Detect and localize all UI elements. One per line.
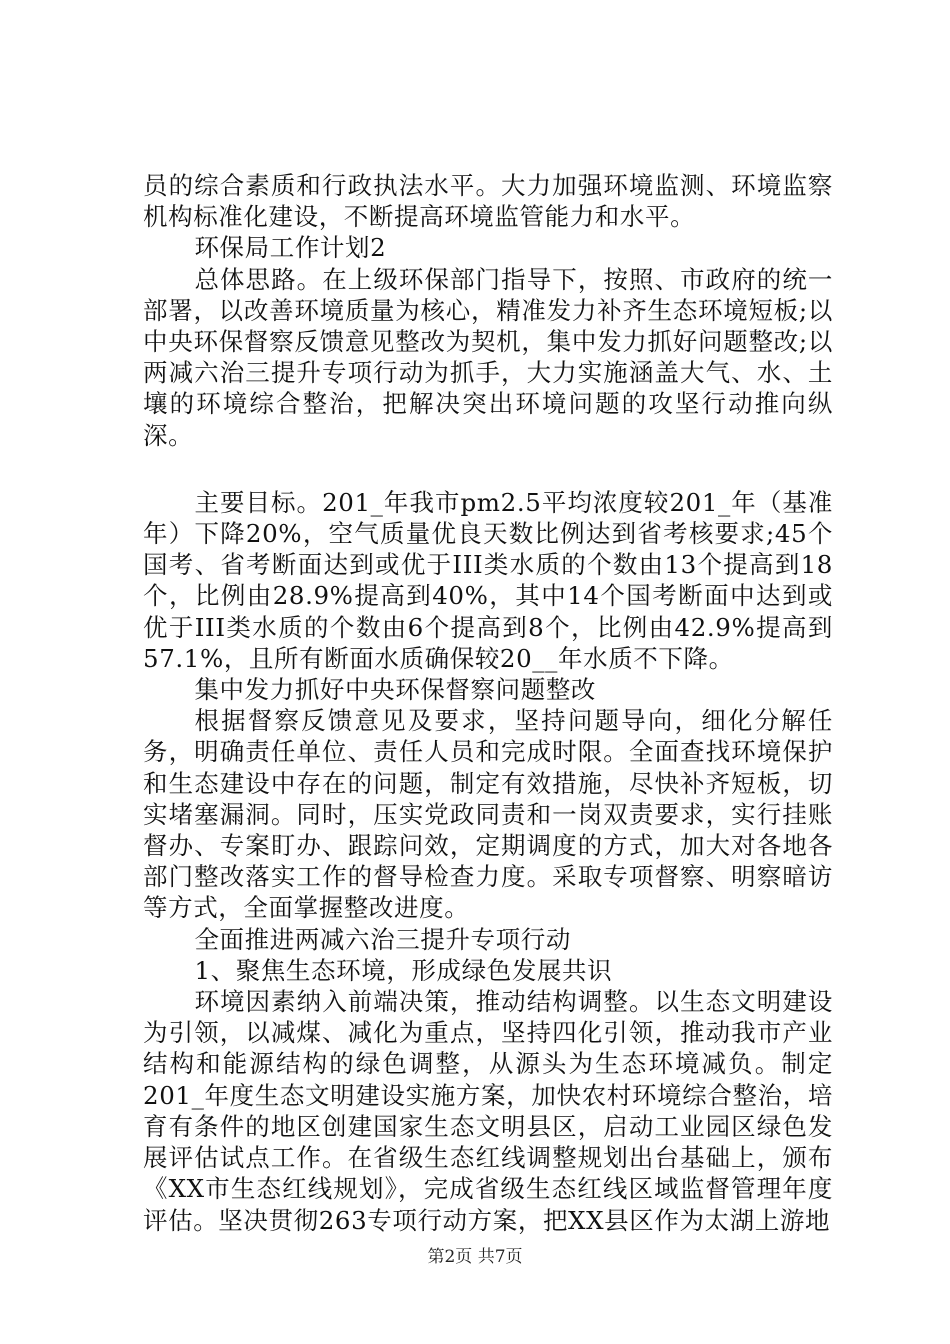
document-body bbox=[143, 170, 833, 1236]
paragraph-overall-approach: 总体思路。在上级环保部门指导下，按照、市政府的统一部署，以改善环境质量为核心，精准发力补齐生态环境短板;以中央环保督察反馈意见整改为契机，集中发力抓好问题整改;以两减六治三提升专项行动为抓手，大力实施涵盖大气、水、土壤的环境综合整治，把解决突出环境问题的攻坚行动推向纵深。 bbox=[143, 264, 833, 450]
paragraph-main-goals: 主要目标。201_年我市pm2.5平均浓度较201_年（基准年）下降20%，空气质量优良天数比例达到省考核要求;45个国考、省考断面达到或优于III类水质的个数由13个提高到18个，比例由28.9%提高到40%，其中14个国考断面中达到或优于III类水质的个数由6个提高到8个，比例由42.9%提高到57.1%，且所有断面水质确保较20__年水质不下降。 bbox=[143, 487, 833, 673]
paragraph-inspection-feedback: 根据督察反馈意见及要求，坚持问题导向，细化分解任务，明确责任单位、责任人员和完成时限。全面查找环境保护和生态建设中存在的问题，制定有效措施，尽快补齐短板，切实堵塞漏洞。同时，压实党政同责和一岗双责要求，实行挂账督办、专案盯办、跟踪问效，定期调度的方式，加大对各地各部门整改落实工作的督导检查力度。采取专项督察、明察暗访等方式，全面掌握整改进度。 bbox=[143, 706, 833, 923]
paragraph-environmental-factors: 环境因素纳入前端决策，推动结构调整。以生态文明建设为引领，以减煤、减化为重点，坚持四化引领，推动我市产业结构和能源结构的绿色调整，从源头为生态环境减负。制定201_年度生态文明建设实施方案，加快农村环境综合整治，培育有条件的地区创建国家生态文明县区，启动工业园区绿色发展评估试点工作。在省级生态红线调整规划出台基础上，颁布《XX市生态红线规划》，完成省级生态红线区域监督管理年度评估。坚决贯彻263专项行动方案，把XX县区作为太湖上游地 bbox=[143, 987, 833, 1235]
section-title-plan-2: 环保局工作计划2 bbox=[194, 233, 387, 263]
subsection-heading-green-development: 1、聚焦生态环境，形成绿色发展共识 bbox=[194, 955, 613, 985]
section-heading-inspection-rectification: 集中发力抓好中央环保督察问题整改 bbox=[194, 675, 597, 705]
section-heading-special-action: 全面推进两减六治三提升专项行动 bbox=[194, 924, 571, 954]
paragraph-continuation: 员的综合素质和行政执法水平。大力加强环境监测、环境监察机构标准化建设，不断提高环境监管能力和水平。 bbox=[143, 171, 833, 232]
page-number-footer: 第2页 共7页 bbox=[427, 1247, 523, 1267]
